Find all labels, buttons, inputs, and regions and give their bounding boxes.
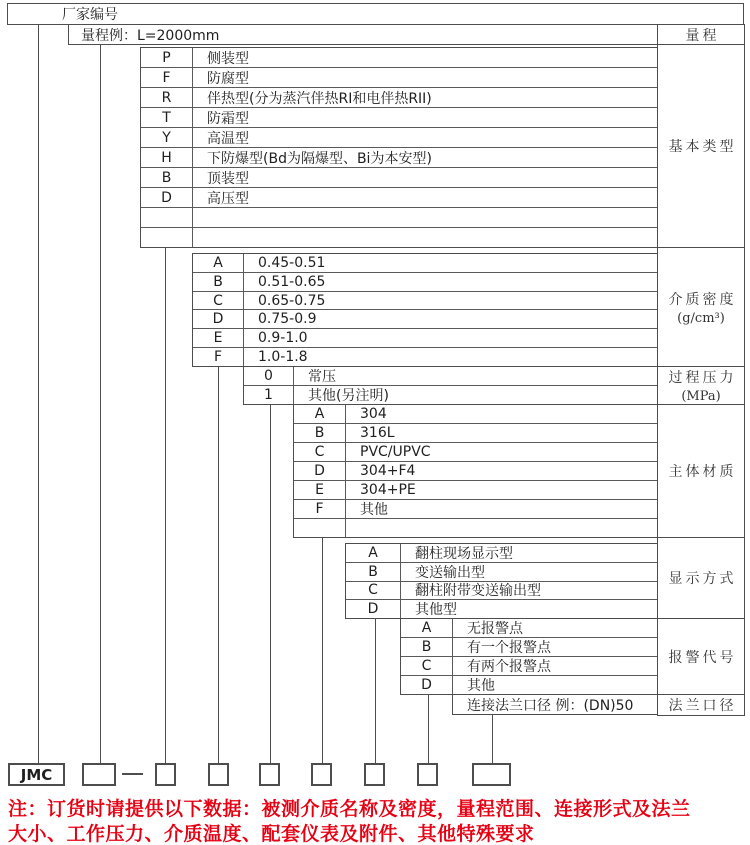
desc-cell: 其他(另注明) xyxy=(308,388,389,404)
side-label-alarm: 报警代号 xyxy=(658,619,744,695)
side-label-range: 量程 xyxy=(658,25,744,45)
table-row xyxy=(141,188,657,208)
model-box-display xyxy=(364,763,385,786)
code-cell: A xyxy=(346,544,401,562)
connector-line-density xyxy=(218,367,219,763)
desc-cell: 常压 xyxy=(308,369,336,385)
code-cell xyxy=(141,208,193,227)
body-material-table xyxy=(293,404,658,538)
desc-cell xyxy=(193,208,657,227)
code-cell: B xyxy=(294,424,346,442)
desc-cell: 防腐型 xyxy=(207,70,249,87)
model-box-material xyxy=(311,763,332,786)
table-row xyxy=(193,254,657,273)
table-row xyxy=(193,292,657,311)
table-row xyxy=(401,638,657,657)
table-row xyxy=(346,563,657,582)
desc-cell: 变送输出型 xyxy=(415,564,485,581)
desc-cell: 0.45-0.51 xyxy=(258,254,326,271)
table-row xyxy=(346,582,657,601)
medium-density-table xyxy=(192,253,658,367)
code-cell: B xyxy=(401,638,453,656)
table-row xyxy=(244,367,657,386)
table-row xyxy=(294,443,657,462)
code-cell: R xyxy=(141,88,193,107)
table-row xyxy=(141,128,657,148)
table-row xyxy=(294,405,657,424)
code-cell: B xyxy=(141,168,193,187)
model-dash xyxy=(122,773,143,775)
desc-cell: 0.51-0.65 xyxy=(258,273,326,290)
table-row xyxy=(141,228,657,247)
desc-cell: 伴热型(分为蒸汽伴热RI和电伴热RII) xyxy=(207,90,432,107)
code-cell: A xyxy=(193,254,244,272)
code-cell: B xyxy=(193,273,244,291)
code-cell: D xyxy=(141,188,193,207)
connector-line-pressure xyxy=(270,405,271,763)
model-box-basic-type xyxy=(155,763,176,786)
side-label-pressure: 过程压力 (MPa) xyxy=(658,367,744,405)
order-note-line-2: 大小、工作压力、介质温度、配套仪表及附件、其他特殊要求 xyxy=(8,823,535,845)
code-cell: E xyxy=(294,481,346,499)
table-row xyxy=(346,600,657,618)
code-cell: 0 xyxy=(244,367,294,385)
table-row xyxy=(141,148,657,168)
code-cell: C xyxy=(346,582,401,600)
connector-line-factory xyxy=(38,25,39,763)
code-cell xyxy=(141,228,193,247)
table-row xyxy=(294,424,657,443)
code-cell: C xyxy=(401,657,453,675)
range-example-text: 量程例：L=2000mm xyxy=(81,27,220,44)
desc-cell: 翻柱附带变送输出型 xyxy=(415,583,541,600)
code-cell: F xyxy=(294,500,346,518)
code-cell: H xyxy=(141,148,193,167)
code-cell: C xyxy=(193,292,244,310)
code-cell: 1 xyxy=(244,386,294,404)
desc-cell: 连接法兰口径 例：(DN)50 xyxy=(467,697,634,714)
code-cell: A xyxy=(401,619,453,637)
flange-size-row xyxy=(452,694,658,715)
code-cell: C xyxy=(294,443,346,461)
code-cell: D xyxy=(193,310,244,328)
connector-line-display xyxy=(375,619,376,763)
desc-cell: 高压型 xyxy=(207,190,249,207)
desc-cell: 有两个报警点 xyxy=(467,659,551,675)
connector-line-flange xyxy=(492,715,493,763)
model-box-flange xyxy=(472,763,511,786)
table-row xyxy=(401,619,657,638)
table-row xyxy=(193,310,657,329)
connector-line-range xyxy=(100,45,101,763)
model-box-density xyxy=(208,763,229,786)
table-row xyxy=(193,273,657,292)
desc-cell: 其他 xyxy=(360,502,388,518)
table-row xyxy=(193,329,657,348)
side-label-material: 主体材质 xyxy=(658,405,744,538)
side-label-display: 显示方式 xyxy=(658,538,744,619)
connector-line-alarm xyxy=(428,695,429,763)
desc-cell xyxy=(193,228,657,247)
side-label-basic: 基本类型 xyxy=(658,45,744,248)
basic-type-table xyxy=(140,47,658,248)
code-cell: D xyxy=(346,600,401,618)
table-row xyxy=(294,462,657,481)
table-row xyxy=(141,88,657,108)
code-cell: Y xyxy=(141,128,193,147)
category-label-column xyxy=(657,24,745,716)
table-row xyxy=(141,208,657,228)
display-mode-table xyxy=(345,543,658,619)
model-box-pressure xyxy=(259,763,280,786)
code-cell: A xyxy=(294,405,346,423)
desc-cell: 304+PE xyxy=(360,482,416,498)
process-pressure-table xyxy=(243,366,658,405)
desc-cell xyxy=(346,519,657,537)
table-row xyxy=(401,676,657,694)
desc-cell: 无报警点 xyxy=(467,621,523,637)
factory-number-label: 厂家编号 xyxy=(62,7,118,23)
table-row xyxy=(141,48,657,68)
desc-cell: 高温型 xyxy=(207,130,249,147)
desc-cell: 防霜型 xyxy=(207,110,249,127)
side-label-density: 介质密度 (g/cm³) xyxy=(658,248,744,367)
table-row xyxy=(141,168,657,188)
code-cell: E xyxy=(193,329,244,347)
code-cell: F xyxy=(193,348,244,366)
alarm-code-table xyxy=(400,618,658,695)
desc-cell: 0.65-0.75 xyxy=(258,292,326,309)
desc-cell: 侧装型 xyxy=(207,50,249,67)
table-row xyxy=(401,657,657,676)
table-row xyxy=(453,695,657,714)
table-row xyxy=(294,519,657,537)
code-cell xyxy=(294,519,346,537)
table-row xyxy=(346,544,657,563)
model-box-range xyxy=(82,763,116,786)
code-cell: D xyxy=(401,676,453,694)
desc-cell: 顶装型 xyxy=(207,170,249,187)
code-cell: B xyxy=(346,563,401,581)
connector-line-material xyxy=(322,538,323,763)
desc-cell: 有一个报警点 xyxy=(467,640,551,656)
desc-cell: 316L xyxy=(360,425,395,441)
side-label-flange: 法兰口径 xyxy=(668,698,737,714)
code-cell: D xyxy=(294,462,346,480)
desc-cell: 304 xyxy=(360,406,387,422)
order-note xyxy=(8,797,744,845)
table-row xyxy=(141,68,657,88)
code-cell: F xyxy=(141,68,193,87)
table-row xyxy=(294,481,657,500)
table-row xyxy=(294,500,657,519)
code-cell: T xyxy=(141,108,193,127)
order-note-line-1: 注：订货时请提供以下数据：被测介质名称及密度，量程范围、连接形式及法兰 xyxy=(8,798,691,820)
desc-cell: 0.75-0.9 xyxy=(258,311,317,328)
table-row xyxy=(244,386,657,404)
desc-cell: 下防爆型(Bd为隔爆型、Bi为本安型) xyxy=(207,150,432,167)
factory-number-box xyxy=(7,3,744,25)
table-row xyxy=(141,108,657,128)
table-row xyxy=(193,348,657,366)
connector-line-basic xyxy=(165,248,166,763)
desc-cell: 翻柱现场显示型 xyxy=(415,545,513,562)
desc-cell: 304+F4 xyxy=(360,463,416,479)
desc-cell: 1.0-1.8 xyxy=(258,349,308,366)
code-cell: P xyxy=(141,48,193,67)
desc-cell: PVC/UPVC xyxy=(360,444,431,460)
model-prefix-box: JMC xyxy=(8,763,65,786)
desc-cell: 其他 xyxy=(467,678,495,694)
desc-cell: 0.9-1.0 xyxy=(258,330,308,347)
range-row xyxy=(68,24,658,45)
desc-cell: 其他型 xyxy=(415,602,457,618)
model-box-alarm xyxy=(417,763,438,786)
